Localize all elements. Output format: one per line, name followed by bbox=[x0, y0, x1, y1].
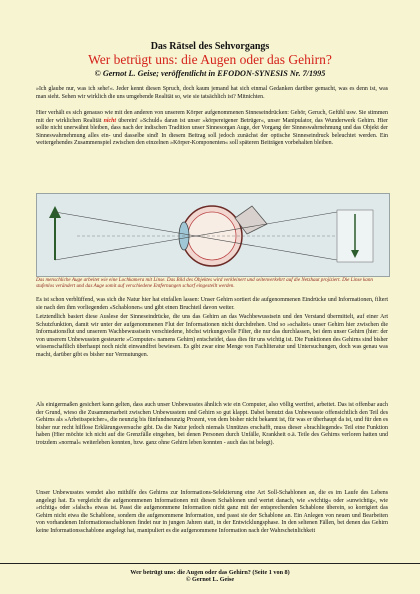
page-footer bbox=[0, 569, 420, 583]
image-arrow-icon bbox=[337, 210, 373, 262]
footer-copyright: © Gernot L. Geise bbox=[185, 576, 235, 584]
figure-caption: Das menschliche Auge arbeitet wie eine Lochkamera mit Linse. Das Bild des Objektes wird verkleinert und seitenverkehrt auf die Netzhaut projiziert. Die Linse kann stufenlos verändert und das Auge somit auf verschiedene Entfernungen scharf eingestellt werden. bbox=[36, 277, 373, 290]
emphasis-word: nicht bbox=[103, 117, 117, 124]
footer-title: Wer betrügt uns: die Augen oder das Gehirn? (Seite 1 von 8) bbox=[130, 569, 290, 576]
paragraph-filter: Letztendlich basiert diese Auslese der Sinneseindrücke, die uns das Gehirn an das Wachbewusstsein und den Verstand übermittelt, auf einer Art Schutzfunktion, damit wir unter der aufgenommenen Flut der Informationen nicht durchdrehen. Und so »schaltet« unser Gehirn hier zwischen die Informationsflut und unserem Wachbewusstsein verschiedene, höchst wirkungsvolle Filter, die nur das durchlassen, bei dem unser Gehirn (hier: der von unserem Unbewussten gesteuerte »Computer« namens Gehirn) entscheidet, dass dies für uns wichtig ist. Die Funktionen des Gehirns sind bisher wissenschaftlich überhaupt noch nicht einwandfrei bewiesen. Es gibt zwar eine Menge von Fachliteratur und Untersuchungen, doch was genau was macht, darüber gibt es bisher nur Vermutungen. bbox=[36, 314, 388, 358]
article-title: Wer betrügt uns: die Augen oder das Gehirn? bbox=[88, 52, 332, 67]
paragraph-senses: Hier verhält es sich genauso wie mit den anderen von unserem Körper aufgenommenen Sinneseindrücken: Gehör, Geruch, Gefühl usw. Sie stimmen mit der wirklichen Realität nicht überein! »Schuld« daran ist unser »körpereigener Betrüger«, unser Manipulator, das Wunderwerk Gehirn. Hier sollte nicht unerwähnt bleiben, dass nach der indischen Tradition unser Sinnesorgan Auge, der Vorgang der Sinneswahrnehmung und das Objekt der Sinneswahrnehmung alles ein- und dasselbe sind! In diesem Beitrag soll jedoch zunächst der optische Sinneseindruck beleuchtet werden. Ein weitergehendes Zusammenspiel zwischen den einzelnen »Körper-Komponenten« soll späteren Beiträgen vorbehalten bleiben. bbox=[36, 110, 389, 147]
paragraph-intro: »Ich glaube nur, was ich sehe!«. Jeder kennt diesen Spruch, doch kaum jemand hat sich einmal Gedanken darüber gemacht, was es denn ist, was man sieht. Sehen wir wirklich die uns umgebende Realität so, wie sie tatsächlich ist? Mitnichten. bbox=[36, 86, 388, 100]
footer-divider bbox=[0, 563, 420, 564]
eye-diagram-figure bbox=[36, 193, 390, 277]
eye-diagram bbox=[37, 194, 389, 276]
paragraph-unconscious: Als einigermaßen gesichert kann gelten, dass auch unser Unbewusstes ähnlich wie ein Computer, also völlig wertfrei, arbeitet. Das ist offenbar auch der Grund, wieso die Zusammenarbeit zwischen Unbewusstem und Gehirn so gut klappt. Dabei benutzt das Unbewusste offensichtlich den Teil des Gehirns als »Arbeitsspeicher«, die neunzig bis fünfundneunzig Prozent, von dem bisher nicht bekannt ist, für was er überhaupt da ist, und für den es bisher nur recht hilflose Erklärungsversuche gibt. Da die Natur jedoch niemals Unnützes erschafft, muss dieser »brachliegende« Teil eine Funktion haben (Hier möchte ich nicht auf die Grenzfälle eingehen, bei denen Personen durch Unfälle, Krankheit o.ä. Teile des Gehirns verloren hatten und trotzdem »normal« weiterleben konnten, bzw. ganz ohne Gehirn leben konnten - auch das ist belegt). bbox=[36, 402, 388, 446]
series-title: Das Rätsel des Sehvorgangs bbox=[150, 41, 270, 52]
paragraph-templates: Unser Unbewusstes wendet also mithilfe des Gehirns zur Informations-Selektierung eine Art Soll-Schablonen an, die es im Laufe des Lebens angelegt hat. Es vergleicht die aufgenommenen Informationen mit diesen Schablonen und wertet danach, wie »wichtig« oder »unwichtig«, wie »richtig« oder »falsch« etwas ist. Passt die aufgenommene Information nicht ganz mit der entsprechenden Schablone überein, so korrigiert das Gehirn nicht etwa die Schablone, sondern die aufgenommene Information, und passt sie der Schablone an. Ein Anlegen von neuen und Bearbeiten von vorhandenen Informationsschablonen findet nur in jungen Jahren statt, in der Entwicklungsphase. In den seltenen Fällen, bei denen das Gehirn keine Informationsschablone angelegt hat, manipuliert es die aufgenommene Information nach der Wahrscheinlichkeit bbox=[36, 490, 388, 534]
paragraph-brain-sorting: Es ist schon verblüffend, was sich die Natur hier hat einfallen lassen: Unser Gehirn sortiert die aufgenommenen Eindrücke und Informationen, filtert sie nach den ihm vorliegenden »Schablonen« und gibt einen Bruchteil davon weiter. bbox=[36, 297, 388, 311]
byline: © Gernot L. Geise; veröffentlicht in EFODON-SYNESIS Nr. 7/1995 bbox=[94, 69, 326, 78]
